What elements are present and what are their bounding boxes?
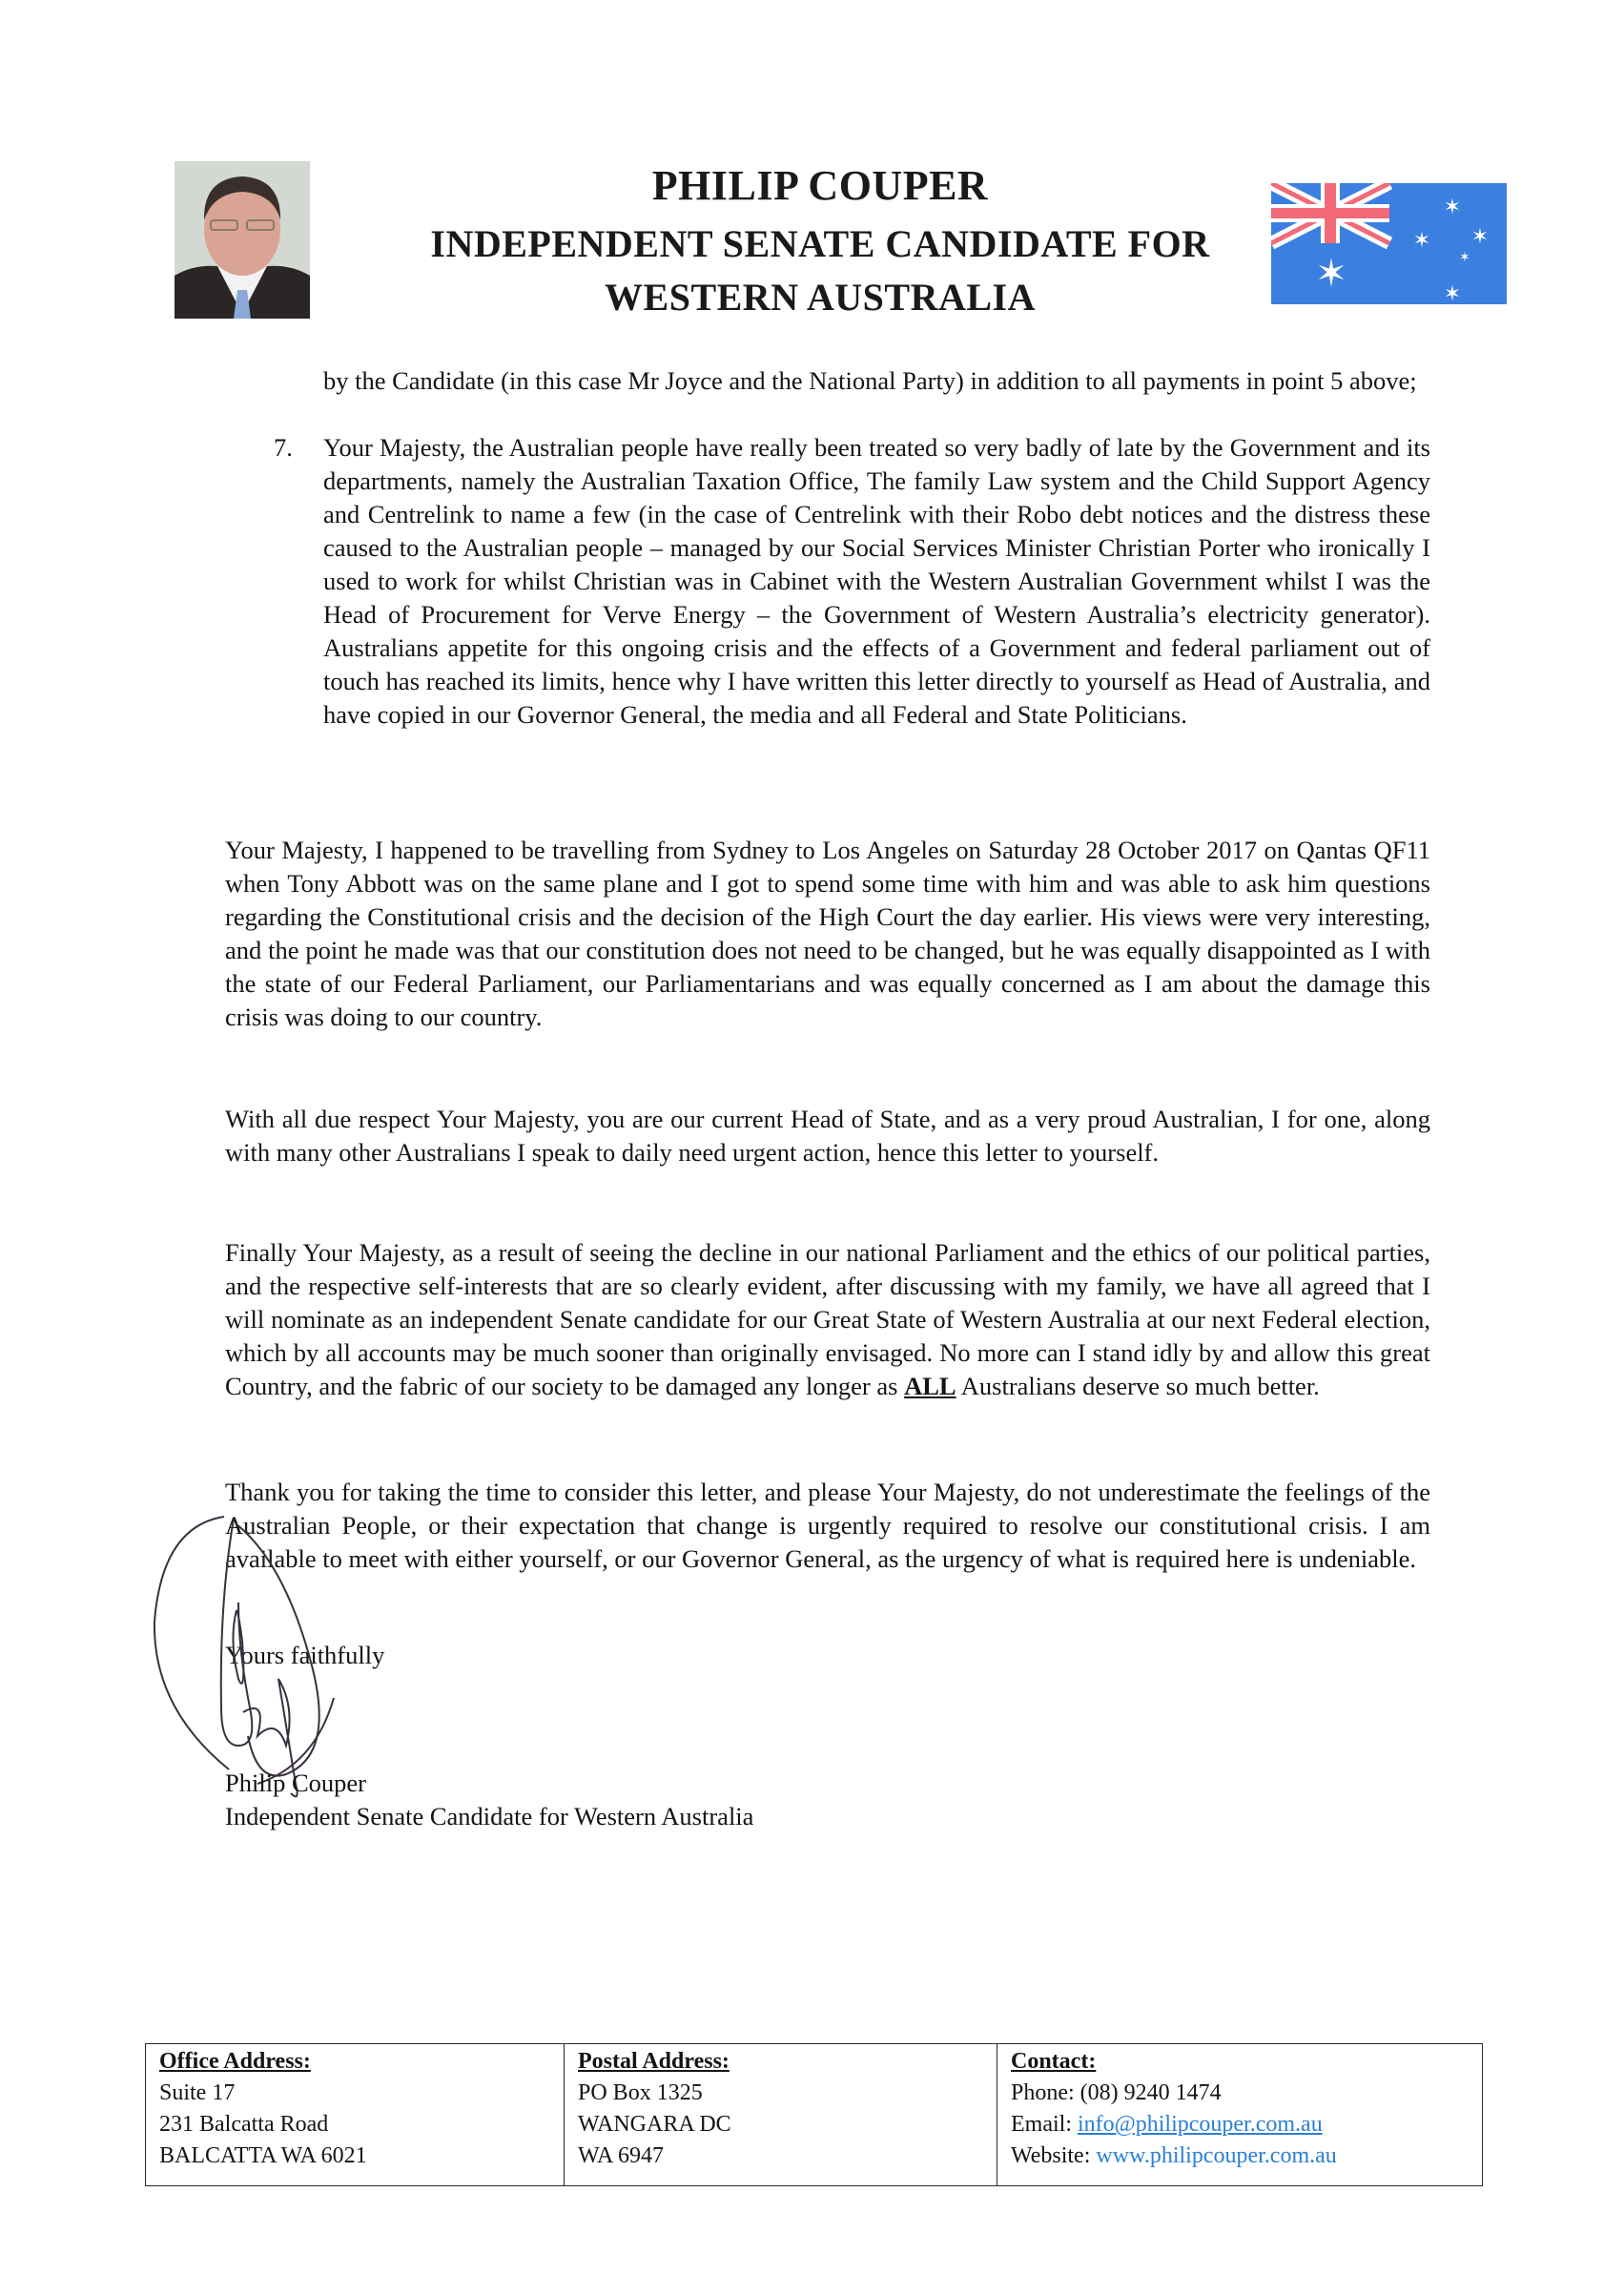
- postal-address-line: PO Box 1325: [578, 2080, 703, 2105]
- closing-salutation: Yours faithfully: [225, 1641, 385, 1669]
- signer-title: Independent Senate Candidate for Western Australia: [225, 1802, 754, 1831]
- svg-text:✶: ✶: [1412, 229, 1431, 253]
- contact-cell: [997, 2044, 1483, 2186]
- emphasis-all: ALL: [904, 1372, 956, 1400]
- australian-flag-icon: [1271, 183, 1507, 304]
- paragraph-nomination: [225, 1236, 1430, 1403]
- svg-text:✶: ✶: [1470, 225, 1490, 249]
- paragraph-head-of-state-text: With all due respect Your Majesty, you are our current Head of State, and as a very proud Australian, I for one, along with many other Australians I speak to daily need urgent action, hence this letter to yourself.: [225, 1105, 1430, 1167]
- postal-address-cell: [565, 2044, 997, 2186]
- website-label: Website:: [1011, 2143, 1091, 2168]
- contact-website: [1011, 2141, 1469, 2172]
- paragraph-nomination-text: [225, 1236, 1430, 1403]
- nomination-text-before: Finally Your Majesty, as a result of seeing the decline in our national Parliament and the ethics of our political parties, and the respective self-interests that are so clearly evident, after discussing with my family, we have all agreed that I will nominate as an independent Senate candidate for our Great State of Western Australia at our next Federal election, which by all accounts may be much sooner than originally envisaged. No more can I stand idly by and allow this great Country, and the fabric of our society to be damaged any longer as: [225, 1238, 1430, 1400]
- svg-text:✶: ✶: [1459, 250, 1470, 265]
- paragraph-abbott-text: Your Majesty, I happened to be travelling from Sydney to Los Angeles on Saturday 28 October 2017 on Qantas QF11 when Tony Abbott was on the same plane and I got to spend some time with him and was able to ask him questions regarding the Constitutional crisis and the decision of the High Court the day earlier. His views were very interesting, and the point he made was that our constitution does not need to be changed, but he was equally disappointed as I with the state of our Federal Parliament, our Parliamentarians and was equally concerned as I am about the damage this crisis was doing to our country.: [225, 836, 1430, 1031]
- postal-address-heading: Postal Address:: [578, 2049, 730, 2074]
- website-link[interactable]: www.philipcouper.com.au: [1096, 2143, 1337, 2168]
- email-link[interactable]: info@philipcouper.com.au: [1077, 2112, 1323, 2137]
- letterhead-subtitle-1: INDEPENDENT SENATE CANDIDATE FOR: [430, 222, 1210, 265]
- list-item-7: [323, 431, 1430, 732]
- letterhead-name: PHILIP COUPER: [651, 162, 989, 209]
- phone-number: (08) 9240 1474: [1079, 2080, 1222, 2105]
- list-item-7-text: Your Majesty, the Australian people have really been treated so very badly of late by the Government and its departments, namely the Australian Taxation Office, The family Law system and the Child Support Agency and Centrelink to name a few (in the case of Centrelink with their Robo debt notices and the distress these caused to the Australian people – managed by our Social Services Minister Christian Porter who ironically I used to work for whilst Christian was in Cabinet with the Western Australian Government whilst I was the Head of Procurement for Verve Energy – the Government of Western Australia’s electricity generator). Australians appetite for this ongoing crisis and the effects of a Government and federal parliament out of touch has reached its limits, hence why I have written this letter directly to yourself as Head of Australia, and have copied in our Governor General, the media and all Federal and State Politicians.: [323, 433, 1430, 729]
- email-label: Email:: [1011, 2112, 1072, 2137]
- paragraph-thank-you-text: Thank you for taking the time to consider this letter, and please Your Majesty, do not underestimate the feelings of the Australian People, or their expectation that change is urgently required to resolve our constitutional crisis. I am available to meet with either yourself, or our Governor General, as the urgency of what is required here is undeniable.: [225, 1478, 1430, 1573]
- contact-email: [1011, 2109, 1469, 2141]
- letterhead-subtitle-2: WESTERN AUSTRALIA: [605, 276, 1036, 319]
- svg-text:✶: ✶: [1315, 252, 1347, 296]
- paragraph-abbott: [225, 834, 1430, 1034]
- svg-text:✶: ✶: [1443, 282, 1462, 304]
- nomination-text-after: Australians deserve so much better.: [956, 1372, 1320, 1400]
- office-address-cell: [146, 2044, 565, 2186]
- paragraph-head-of-state: [225, 1103, 1430, 1169]
- postal-address-line: WANGARA DC: [578, 2112, 731, 2137]
- footer-contact-table: [145, 2043, 1483, 2186]
- office-address-line: Suite 17: [159, 2080, 236, 2105]
- svg-text:✶: ✶: [1443, 196, 1462, 219]
- office-address-heading: Office Address:: [159, 2049, 311, 2074]
- continuation-text: by the Candidate (in this case Mr Joyce and the National Party) in addition to all payments in point 5 above;: [323, 366, 1417, 395]
- postal-address-line: WA 6947: [578, 2143, 664, 2168]
- list-number: 7.: [274, 433, 293, 462]
- list-continuation: [323, 364, 1430, 398]
- contact-heading: Contact:: [1011, 2049, 1097, 2074]
- office-address-line: BALCATTA WA 6021: [159, 2143, 367, 2168]
- candidate-photo: [175, 161, 310, 319]
- signer-name: Philip Couper: [225, 1769, 366, 1797]
- contact-phone: [1011, 2078, 1469, 2109]
- office-address-line: 231 Balcatta Road: [159, 2112, 329, 2137]
- portrait-icon: [175, 161, 310, 319]
- phone-label: Phone:: [1011, 2080, 1075, 2105]
